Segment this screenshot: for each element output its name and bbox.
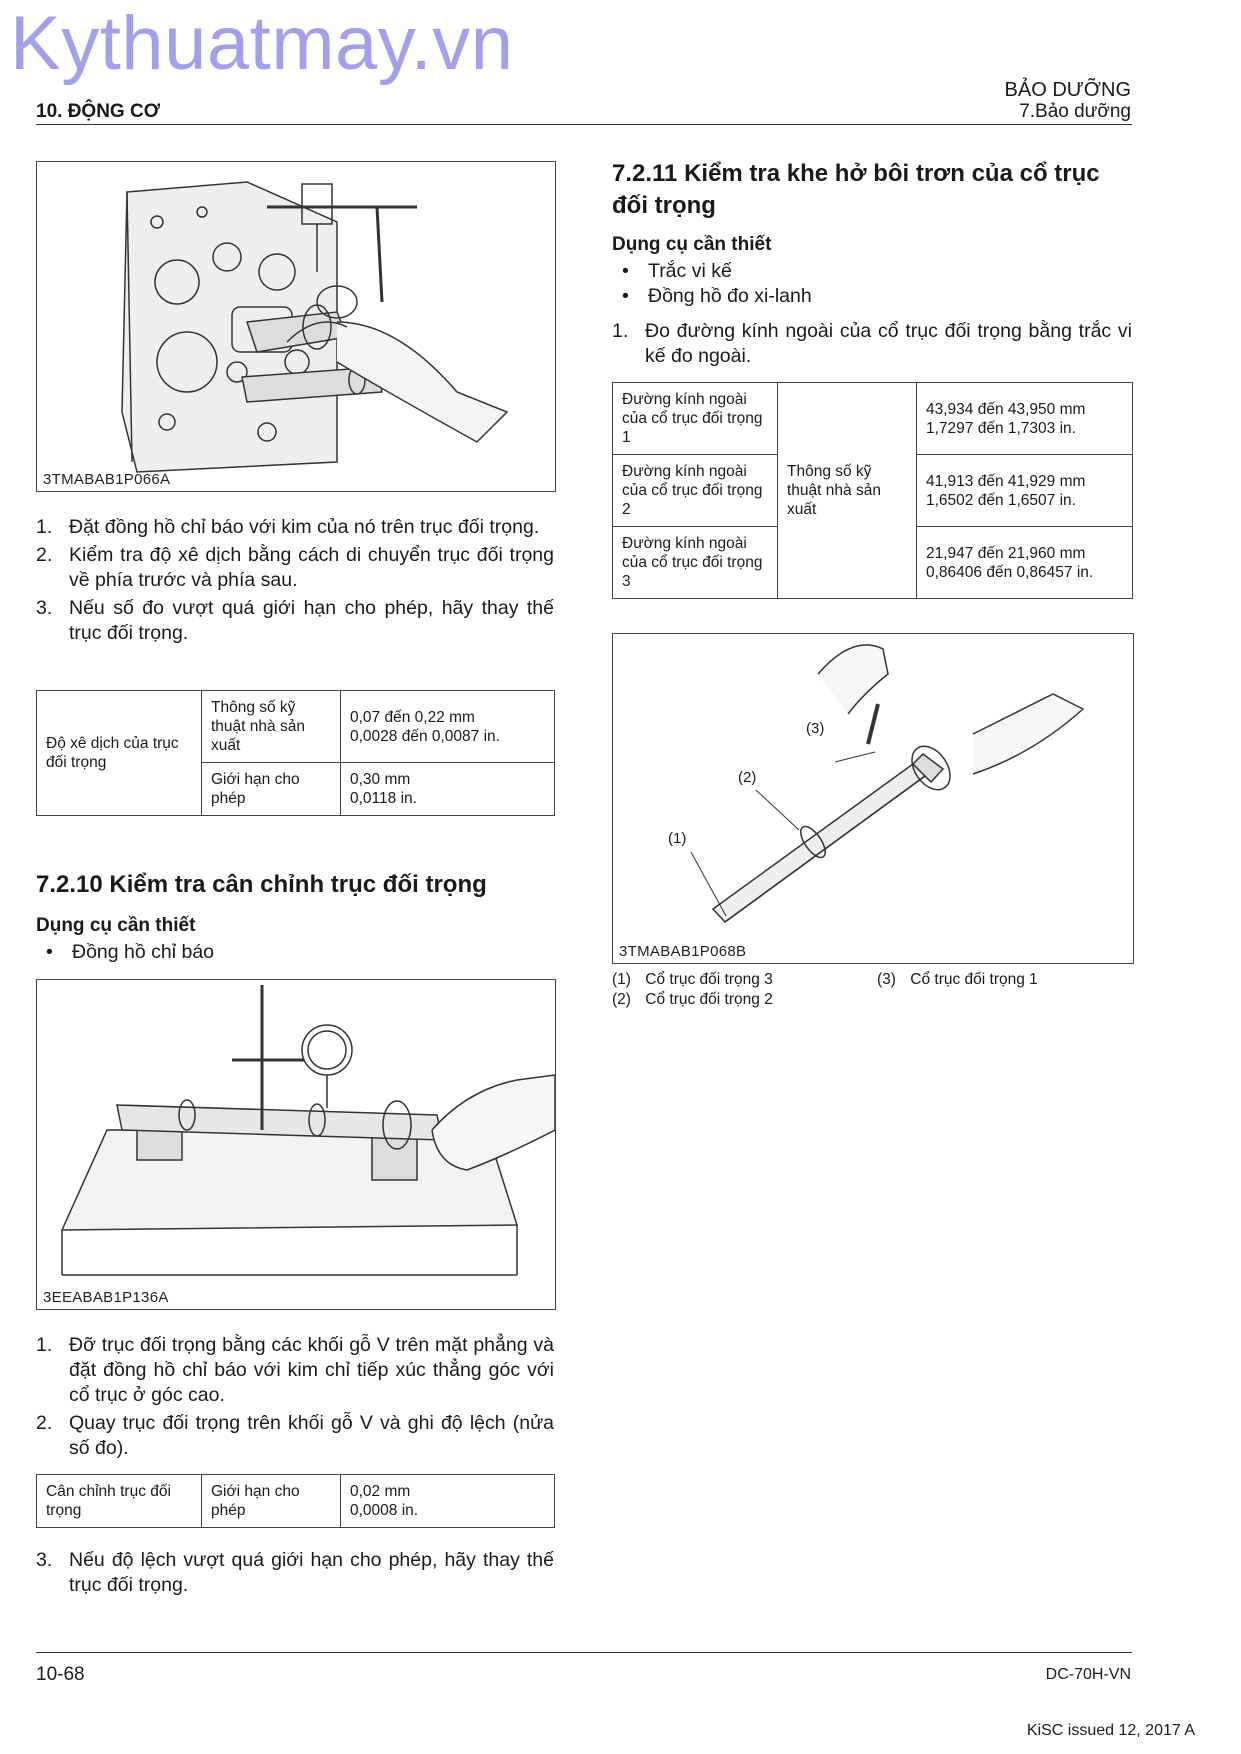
- figure-code: 3EEABAB1P136A: [43, 1289, 169, 1306]
- steps-list-b: [36, 1333, 554, 1464]
- tools-heading: Dụng cụ cần thiết: [36, 915, 196, 936]
- step-text: Đỡ trục đối trọng bằng các khối gỗ V trên mặt phẳng và đặt đồng hồ chỉ báo với kim chỉ tiếp xúc thẳng góc với cổ trục ở góc cao.: [69, 1334, 554, 1406]
- step-text: Kiểm tra độ xê dịch bằng cách di chuyển trục đối trọng về phía trước và phía sau.: [69, 544, 554, 591]
- legend-number: (1): [612, 971, 631, 988]
- figure-code: 3TMABAB1P068B: [619, 943, 747, 960]
- section-heading-7211: 7.2.11 Kiểm tra khe hở bôi trơn của cổ trục đối trọng: [612, 160, 1100, 219]
- step-item: [612, 319, 1132, 369]
- legend-item-2: [612, 990, 773, 1010]
- figure-code: 3TMABAB1P066A: [43, 471, 171, 488]
- engine-block-illustration: [37, 162, 555, 491]
- value-metric: 21,947 đến 21,960 mm: [926, 544, 1086, 562]
- shaft-micrometer-illustration: [613, 634, 1133, 963]
- legend-item-1: [612, 970, 773, 990]
- section-title: BẢO DƯỠNG: [1004, 79, 1131, 101]
- legend-text: Cổ trục đối trọng 1: [910, 971, 1038, 988]
- steps-list-d: [612, 319, 1132, 372]
- tool-label: Đồng hồ chỉ báo: [72, 941, 215, 963]
- subsection-title: 7.Bảo dưỡng: [1019, 101, 1131, 122]
- legend-text: Cổ trục đối trọng 3: [645, 971, 773, 988]
- value-imperial: 0,0118 in.: [350, 790, 417, 807]
- table-cell: Đường kính ngoài của cổ trục đối trọng 3: [613, 527, 778, 599]
- tool-item: [612, 284, 812, 309]
- tool-item: [36, 940, 214, 965]
- legend-number: (3): [877, 971, 896, 988]
- page-number: 10-68: [36, 1664, 85, 1685]
- table-cell: [917, 383, 1133, 455]
- tool-item: [612, 259, 812, 284]
- step-item: [36, 1411, 554, 1461]
- watermark-text: Kythuatmay.vn: [10, 1, 514, 86]
- spec-table-journal-od: [612, 382, 1133, 599]
- table-cell: Thông số kỹ thuật nhà sản xuất: [778, 383, 917, 599]
- bullet: •: [622, 285, 629, 307]
- legend-text: Cổ trục đối trọng 2: [645, 991, 773, 1008]
- value-metric: 41,913 đến 41,929 mm: [926, 472, 1086, 490]
- table-cell: [917, 527, 1133, 599]
- value-imperial: 0,86406 đến 0,86457 in.: [926, 563, 1094, 581]
- value-imperial: 1,6502 đến 1,6507 in.: [926, 491, 1076, 509]
- callout-1: (1): [668, 830, 687, 847]
- step-number: 2.: [36, 1412, 53, 1434]
- value-metric: 0,30 mm: [350, 771, 411, 788]
- step-text: Quay trục đối trọng trên khối gỗ V và ghi độ lệch (nửa số đo).: [69, 1412, 554, 1459]
- table-cell: Đường kính ngoài của cổ trục đối trọng 2: [613, 455, 778, 527]
- value-imperial: 1,7297 đến 1,7303 in.: [926, 419, 1076, 437]
- v-block-setup-illustration: [37, 980, 555, 1309]
- step-item: [36, 1333, 554, 1408]
- header-rule: [36, 124, 1132, 125]
- step-number: 1.: [36, 1334, 53, 1356]
- figure-engine-block-dial-gauge: [36, 161, 556, 492]
- chapter-title: 10. ĐỘNG CƠ: [36, 101, 160, 122]
- section-heading-7210: 7.2.10 Kiểm tra cân chỉnh trục đối trọng: [36, 871, 487, 898]
- steps-list-a: [36, 515, 554, 649]
- step-text: Đặt đồng hồ chỉ báo với kim của nó trên trục đối trọng.: [69, 516, 540, 538]
- tools-list: [612, 259, 812, 309]
- tools-list: [36, 940, 214, 965]
- legend-number: (2): [612, 991, 631, 1008]
- bullet: •: [46, 941, 53, 963]
- callout-2: (2): [738, 769, 757, 786]
- step-text: Nếu số đo vượt quá giới hạn cho phép, hãy thay thế trục đối trọng.: [69, 597, 554, 644]
- document-code: DC-70H-VN: [1045, 1666, 1131, 1683]
- table-cell: [341, 691, 555, 763]
- step-number: 1.: [36, 516, 53, 538]
- footer-rule: [36, 1652, 1132, 1653]
- steps-list-c: [36, 1548, 554, 1601]
- step-number: 2.: [36, 544, 53, 566]
- step-item: [36, 596, 554, 646]
- figure-shaft-on-v-blocks: [36, 979, 556, 1310]
- step-number: 1.: [612, 320, 629, 342]
- table-cell: Giới hạn cho phép: [202, 1475, 341, 1528]
- value-imperial: 0,0028 đến 0,0087 in.: [350, 727, 500, 745]
- step-number: 3.: [36, 1549, 53, 1571]
- issue-note: KiSC issued 12, 2017 A: [1026, 1722, 1195, 1739]
- table-cell: [917, 455, 1133, 527]
- tool-label: Đồng hồ đo xi-lanh: [648, 285, 812, 307]
- table-cell: Đường kính ngoài của cổ trục đối trọng 1: [613, 383, 778, 455]
- value-metric: 0,02 mm: [350, 1483, 411, 1500]
- table-cell: Độ xê dịch của trục đối trọng: [37, 691, 202, 816]
- spec-table-endplay: [36, 690, 555, 816]
- table-cell: Cân chỉnh trục đối trọng: [37, 1475, 202, 1528]
- step-item: [36, 543, 554, 593]
- table-cell: Giới hạn cho phép: [202, 763, 341, 816]
- table-cell: [341, 1475, 555, 1528]
- step-text: Nếu độ lệch vượt quá giới hạn cho phép, hãy thay thế trục đối trọng.: [69, 1549, 554, 1596]
- step-text: Đo đường kính ngoài của cổ trục đối trọng bằng trắc vi kế đo ngoài.: [645, 320, 1132, 367]
- value-metric: 43,934 đến 43,950 mm: [926, 400, 1086, 418]
- value-metric: 0,07 đến 0,22 mm: [350, 708, 475, 726]
- spec-table-alignment: [36, 1474, 555, 1528]
- figure-journal-measurement: [612, 633, 1134, 964]
- step-item: [36, 1548, 554, 1598]
- step-number: 3.: [36, 597, 53, 619]
- tools-heading: Dụng cụ cần thiết: [612, 234, 772, 255]
- table-cell: Thông số kỹ thuật nhà sản xuất: [202, 691, 341, 763]
- step-item: [36, 515, 554, 540]
- bullet: •: [622, 260, 629, 282]
- value-imperial: 0,0008 in.: [350, 1502, 419, 1519]
- table-cell: [341, 763, 555, 816]
- callout-3: (3): [806, 720, 825, 737]
- tool-label: Trắc vi kế: [648, 260, 732, 282]
- legend-item-3: [877, 970, 1038, 990]
